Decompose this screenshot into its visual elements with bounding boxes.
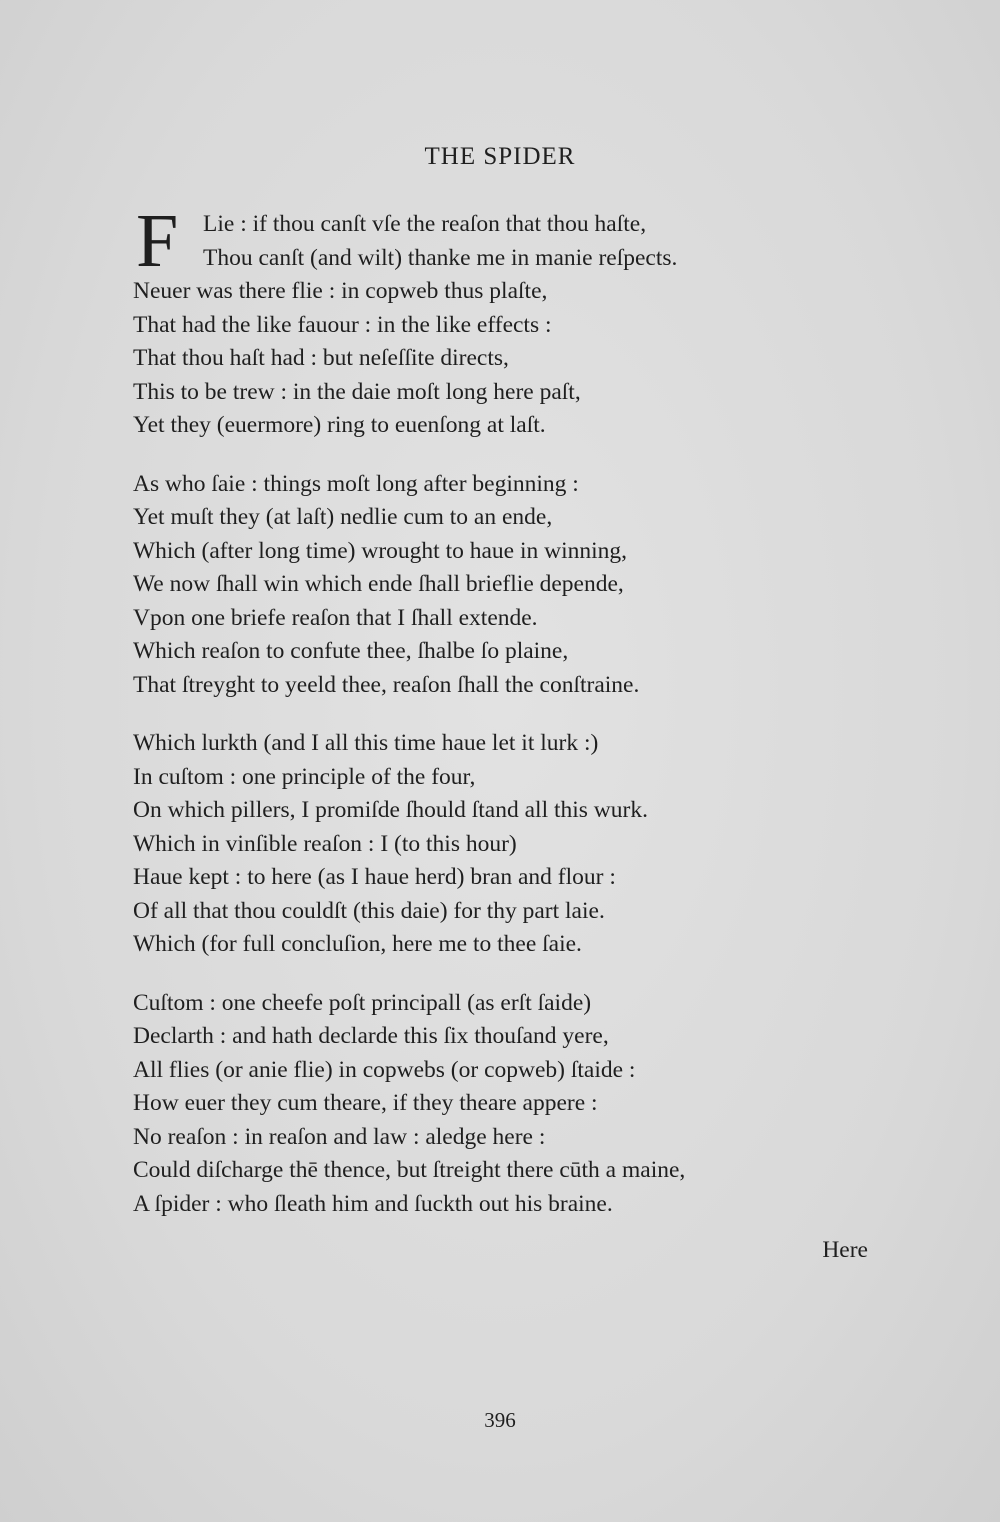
poem-line: No reaſon : in reaſon and law : aledge here : — [133, 1123, 546, 1150]
page-number: 396 — [484, 1408, 516, 1432]
poem-line: Neuer was there flie : in copweb thus plaſte, — [133, 278, 548, 304]
poem-body — [133, 199, 893, 1246]
poem-line: How euer they cum theare, if they theare appere : — [133, 1090, 598, 1116]
poem-line: Vpon one briefe reaſon that I ſhall extende. — [133, 604, 538, 631]
stanza-1 — [133, 199, 893, 443]
opening-lines — [133, 199, 893, 283]
poem-line: This to be trew : in the daie moſt long here paſt, — [133, 378, 581, 405]
poem-line: Which reaſon to confute thee, ſhalbe ſo plaine, — [133, 638, 569, 664]
poem-line: On which pillers, I promiſde ſhould ſtand all this wurk. — [133, 797, 648, 823]
stanza-2 — [133, 468, 893, 703]
poem-line: In cuſtom : one principle of the four, — [133, 763, 476, 790]
poem-line: That ſtreyght to yeeld thee, reaſon ſhall the conſtraine. — [133, 671, 640, 698]
stanza-4 — [133, 987, 893, 1222]
poem-line: Lie : if thou canſt vſe the reaſon that thou haſte, — [203, 211, 647, 237]
poem-line: That had the like fauour : in the like effects : — [133, 311, 552, 338]
poem-line: That thou haſt had : but neſeſſite directs, — [133, 345, 509, 371]
poem-line: Thou canſt (and wilt) thanke me in manie reſpects. — [203, 244, 678, 271]
poem-line: Cuſtom : one cheefe poſt principall (as erſt ſaide) — [133, 989, 592, 1016]
poem-line: Which lurkth (and I all this time haue let it lurk :) — [133, 730, 599, 756]
poem-line: Could diſcharge thē thence, but ſtreight there cūth a maine, — [133, 1157, 686, 1183]
poem-line: As who ſaie : things moſt long after beginning : — [133, 470, 579, 497]
poem-line: Declarth : and hath declarde this ſix thouſand yere, — [133, 1023, 609, 1049]
poem-line: Which (after long time) wrought to haue in winning, — [133, 537, 628, 564]
catchword: Here — [822, 1237, 868, 1263]
poem-line: Which (for full concluſion, here me to thee ſaie. — [133, 931, 582, 957]
poem-line: Yet they (euermore) ring to euenſong at laſt. — [133, 412, 546, 438]
poem-line: We now ſhall win which ende ſhall brieflie depende, — [133, 571, 624, 597]
drop-cap: F — [136, 199, 179, 283]
poem-line: A ſpider : who ſleath him and ſuckth out his braine. — [133, 1190, 613, 1217]
page-title: THE SPIDER — [424, 143, 576, 170]
poem-line: Of all that thou couldſt (this daie) for thy part laie. — [133, 897, 605, 924]
poem-line: Which in vinſible reaſon : I (to this hour) — [133, 830, 517, 857]
poem-line: Haue kept : to here (as I haue herd) bran and flour : — [133, 864, 616, 890]
poem-line: All flies (or anie flie) in copwebs (or copweb) ſtaide : — [133, 1056, 636, 1083]
poem-line: Yet muſt they (at laſt) nedlie cum to an ende, — [133, 504, 553, 530]
stanza-3 — [133, 727, 893, 962]
